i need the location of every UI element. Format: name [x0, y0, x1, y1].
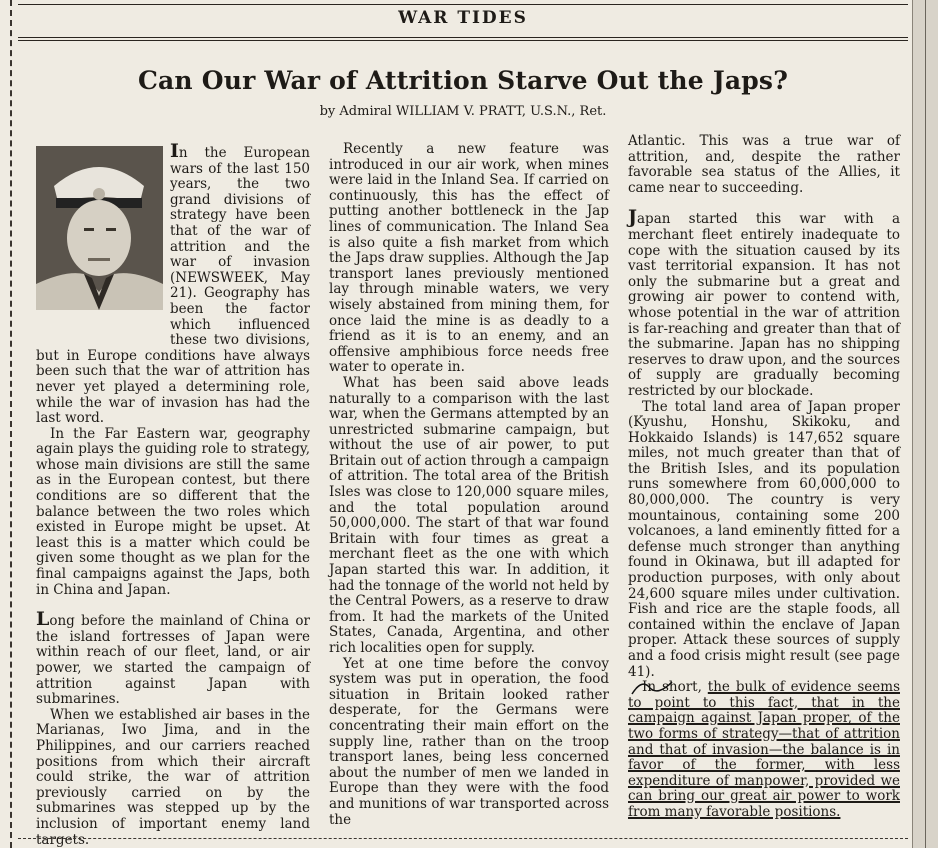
paragraph: When we established air bases in the Marianas, Iwo Jima, and in the Philippines, and our carriers reached positions from which their aircraft could strike, the war of attrition previously carried on by the submarines was stepped up by the inclusion of important enemy land targets. [36, 706, 310, 848]
section-label: WAR TIDES [398, 8, 528, 28]
paragraph: In the Far Eastern war, geography again plays the guiding role to strategy, whose main divisions are still the same as in the European contest, but there conditions are so different that the balance between the two roles which existed in Europe might be upset. At least this is a matter which could be given some thought as we plan for the final campaigns against the Japs, both in China and Japan. [36, 425, 310, 598]
header-top-rule [18, 4, 908, 5]
drop-cap: I [170, 140, 179, 162]
paragraph: Long before the mainland of China or the island fortresses of Japan were within reach of our fleet, land, or air power, we started the campaign of attrition against Japan with submarines. [36, 608, 310, 708]
article-column-3 [628, 134, 900, 821]
bottom-margin-rule [18, 838, 908, 839]
drop-cap: J [628, 206, 637, 229]
header-rule-1 [18, 37, 908, 38]
drop-cap: L [36, 608, 50, 631]
paragraph-conclusion: In short, the bulk of evidence seems to point to this fact, that in the campaign against Japan proper, of the two forms of strategy—that of attrition and that of invasion—the balance is in favor of the former, with less expenditure of manpower, provided we can bring our great air power to work from many favorable positions. [628, 679, 900, 820]
left-margin-rule [10, 0, 14, 848]
paragraph: The total land area of Japan proper (Kyushu, Honshu, Skikoku, and Hokkaido Islands) is 147,652 square miles, not much greater than that of the British Isles, and its population runs somewhere from 60,000,000 to 80,000,000. The country is very mountainous, containing some 200 volcanoes, a land eminently fitted for a defense much stronger than anything found in Okinawa, but ill adapted for production purposes, with only about 24,600 square miles under cultivation. Fish and rice are the staple foods, all contained within the enclave of Japan proper. Attack these sources of supply and a food crisis might result (see page 41). [628, 398, 900, 680]
paragraph: What has been said above leads naturally to a comparison with the last war, when the Germans attempted by an unrestricted submarine campaign, but without the use of air power, to put Britain out of action through a campaign of attrition. The total area of the British Isles was close to 120,000 square miles, and the total population around 50,000,000. The start of that war found Britain with four times as great a merchant fleet as the one with which Japan started this war. In addition, it had the tonnage of the world not held by the Central Powers, as a reserve to draw from. It had the markets of the United States, Canada, Argentina, and other rich localities open for supply. [329, 374, 610, 656]
paragraph: Atlantic. This was a true war of attrition, and, despite the rather favorable sea status of the Allies, it came near to succeeding. [628, 133, 900, 196]
article-byline: by Admiral WILLIAM V. PRATT, U.S.N., Ret. [319, 104, 607, 119]
paragraph: Yet at one time before the convoy system was put in operation, the food situation in Britain looked rather desperate, for the Germans were concentrating their main effort on the supply line, rather than on the troop transport lanes, being less concerned about the number of men we landed in Europe than they were with the food and munitions of war transported across the [329, 655, 609, 828]
paragraph-intro: In the European wars of the last 150 years, the two grand divisions of strategy have been that of the war of attrition and the war of invasion (NEWSWEEK, May 21). Geography has been the factor which influenced these two divisions, but in Europe conditions have always been such that the war of attrition has never yet played a determining role, while the war of invasion has had the last word. [36, 140, 310, 427]
header-rule-2 [18, 40, 908, 41]
hand-underlined-text: the bulk of evidence seems to point to this fact, that in the campaign against Japan proper, of the two forms of strategy—that of attrition and that of invasion—the balance is in favor of the former, with less expenditure of manpower, provided we can bring our great air power to work from many favorable positions. [628, 679, 900, 820]
portrait-photo [36, 146, 163, 310]
article-column-2 [329, 142, 609, 828]
right-page-edge [912, 0, 938, 848]
paragraph: Recently a new feature was introduced in our air work, when mines were laid in the Inland Sea. If carried on continuously, this has the effect of putting another bottleneck in the Jap lines of communication. The Inland Sea is also quite a fish market from which the Japs draw supplies. Although the Jap transport lanes previously mentioned lay through minable waters, we very wisely abstained from mining them, for once laid the mine is as deadly to a friend as it is to an enemy, and an offensive amphibious force needs free water to operate in. [329, 141, 609, 376]
article-headline: Can Our War of Attrition Starve Out the Japs? [137, 66, 789, 95]
paragraph: Japan started this war with a merchant fleet entirely inadequate to cope with the situation caused by its vast territorial expansion. It has not only the submarine but a great and growing air power to contend with, whose potential in the war of attrition is far-reaching and greater than that of the submarine. Japan has no shipping reserves to draw upon, and the sources of supply are gradually becoming restricted by our blockade. [628, 206, 900, 399]
